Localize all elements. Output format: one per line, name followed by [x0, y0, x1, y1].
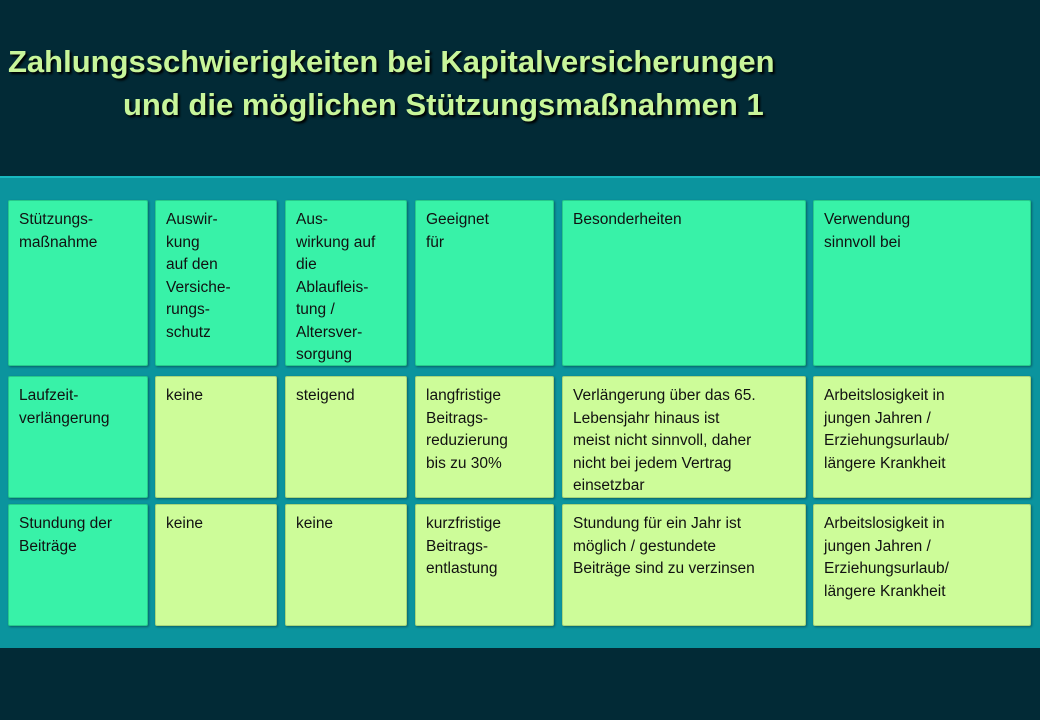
slide-title: [8, 40, 1028, 126]
row1-particulars-cell: [562, 376, 806, 498]
header-cell-suitable-for: [415, 200, 554, 366]
cell-text: Arbeitslosigkeit in jungen Jahren / Erziehungsurlaub/ längere Krankheit: [824, 515, 949, 600]
cell-text: Verlängerung über das 65. Lebensjahr hinaus ist meist nicht sinnvoll, daher nicht bei jedem Vertrag einsetzbar: [573, 387, 756, 494]
header-cell-payout-effect: [285, 200, 407, 366]
row2-useful-when-cell: [813, 504, 1031, 626]
table-panel: [0, 176, 1040, 648]
row1-measure-cell: [8, 376, 148, 498]
cell-text: Stundung der Beiträge: [19, 515, 113, 555]
header-cell-insurance-effect: [155, 200, 277, 366]
row2-payout-effect-cell: [285, 504, 407, 626]
header-text: Auswir- kung auf den Versiche- rungs- schutz: [166, 211, 231, 341]
row1-insurance-effect-cell: [155, 376, 277, 498]
cell-text: steigend: [296, 387, 355, 404]
header-text: Geeignet für: [426, 211, 489, 251]
header-cell-measure: [8, 200, 148, 366]
row2-measure-cell: [8, 504, 148, 626]
title-line-1: Zahlungsschwierigkeiten bei Kapitalversicherungen: [8, 44, 775, 79]
cell-text: Stundung für ein Jahr ist möglich / gestundete Beiträge sind zu verzinsen: [573, 515, 755, 577]
cell-text: keine: [166, 387, 204, 404]
header-cell-useful-when: [813, 200, 1031, 366]
cell-text: keine: [166, 515, 204, 532]
row1-useful-when-cell: [813, 376, 1031, 498]
cell-text: Laufzeit- verlängerung: [19, 387, 110, 427]
header-text: Aus- wirkung auf die Ablaufleis- tung / Altersver- sorgung: [296, 211, 376, 363]
cell-text: Arbeitslosigkeit in jungen Jahren / Erziehungsurlaub/ längere Krankheit: [824, 387, 949, 472]
header-text: Verwendung sinnvoll bei: [824, 211, 911, 251]
header-cell-particulars: [562, 200, 806, 366]
cell-text: langfristige Beitrags- reduzierung bis zu 30%: [426, 387, 508, 472]
cell-text: keine: [296, 515, 334, 532]
title-line-2: und die möglichen Stützungsmaßnahmen 1: [123, 87, 764, 122]
row1-suitable-for-cell: [415, 376, 554, 498]
header-text: Stützungs- maßnahme: [19, 211, 98, 251]
cell-text: kurzfristige Beitrags- entlastung: [426, 515, 501, 577]
row1-payout-effect-cell: [285, 376, 407, 498]
header-text: Besonderheiten: [573, 211, 682, 228]
row2-insurance-effect-cell: [155, 504, 277, 626]
row2-suitable-for-cell: [415, 504, 554, 626]
row2-particulars-cell: [562, 504, 806, 626]
